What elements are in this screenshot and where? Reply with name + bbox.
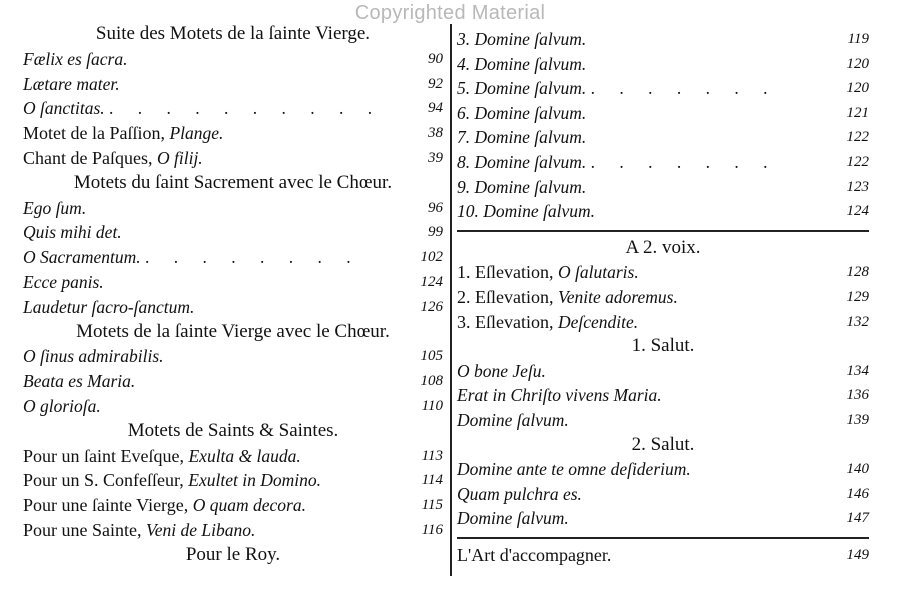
page-number: 147 [846,510,869,527]
entry-title: 5. Domine ſalvum. [457,78,587,99]
entry-title: Veni de Libano. [146,519,256,540]
page-number: 102 [420,249,443,266]
toc-entry [457,506,869,531]
toc-entry [23,518,443,543]
section-heading: Motets de la ſainte Vierge avec le Chœur. [76,320,390,342]
entry-title: O ſalutaris. [557,262,639,283]
page-number: 92 [428,75,443,92]
toc-entry [457,359,869,384]
entry-prefix: Motet de la Paſſion, [23,123,170,144]
entry-title: O glorioſa. [23,395,101,416]
page-number: 108 [420,373,443,390]
toc-entry [23,394,443,419]
page-number: 90 [428,50,443,67]
toc-entry [457,76,869,101]
entry-title: Quam pulchra es. [457,483,582,504]
section-heading: Suite des Motets de la ſainte Vierge. [95,23,371,44]
entry-title: Domine ſalvum. [457,409,569,430]
toc-entry [457,199,869,224]
page-number: 96 [428,199,443,216]
toc-entry [23,72,443,97]
entry-title: 9. Domine ſalvum. [457,176,587,197]
toc-entry [23,245,443,270]
entry-prefix: L'Art d'accompagner. [457,544,612,565]
page-number: 121 [846,104,869,121]
toc-entry [457,125,869,150]
section-heading: Pour le Roy. [185,543,281,565]
entry-title: Exulta & lauda. [188,445,301,466]
entry-title: Fælix es ſacra. [23,48,128,69]
entry-title: O ſanctitas. [23,98,105,119]
entry-title: Laudetur ſacro-ſanctum. [23,296,195,317]
horizontal-rule [457,230,869,232]
entry-title: 4. Domine ſalvum. [457,53,587,74]
page-number: 105 [420,348,443,365]
toc-entry [457,101,869,126]
toc-entry [457,175,869,200]
entry-prefix: Pour une Sainte, [23,519,146,540]
page-number: 146 [846,485,869,502]
toc-entry [23,344,443,369]
toc-entry [457,543,869,568]
entry-prefix: Pour une ſainte Vierge, [23,495,193,516]
page-number: 94 [428,100,443,117]
toc-entry [23,220,443,245]
entry-title: Venite adoremus. [557,286,678,307]
entry-title: 3. Domine ſalvum. [457,29,587,49]
section-heading: Motets du ſaint Sacrement avec le Chœur. [73,171,393,193]
page-number: 113 [421,447,443,464]
page-number: 140 [846,461,869,478]
entry-prefix: 1. Eſlevation, [457,262,558,283]
entry-title: Ecce panis. [23,271,104,292]
entry-title: 10. Domine ſalvum. [457,201,596,222]
page-number: 115 [421,497,443,514]
toc-entry [23,96,443,121]
toc-entry [23,295,443,320]
entry-title: Beata es Maria. [23,371,136,392]
toc-entry [23,369,443,394]
entry-title: Domine ſalvum. [457,508,569,529]
entry-title: 8. Domine ſalvum. [457,151,587,172]
toc-entry [457,310,869,335]
horizontal-rule [457,537,869,539]
right-column [457,27,869,567]
toc-entry [23,270,443,295]
page-number: 114 [421,472,443,489]
entry-title: Quis mihi det. [23,222,122,243]
entry-title: Exultet in Domino. [188,470,321,491]
toc-entry [457,52,869,77]
entry-title: O bone Jeſu. [457,360,546,381]
page-number: 124 [846,203,869,220]
page-number: 119 [847,31,869,47]
toc-entry [23,121,443,146]
section-heading: 2. Salut. [631,433,695,455]
entry-title: O Sacramentum. [23,247,141,268]
toc-entry [23,196,443,221]
toc-entry [23,493,443,518]
page-number: 129 [846,288,869,305]
entry-prefix: 3. Eſlevation, [457,311,558,332]
dot-leader: . . . . . . . [590,151,778,172]
entry-title: Plange. [169,123,224,144]
copyright-watermark: Copyrighted Material [354,2,546,24]
toc-entry [457,260,869,285]
page-number: 124 [420,273,443,290]
dot-leader: . . . . . . . [590,78,778,99]
entry-title: Ego ſum. [23,197,87,218]
page-number: 120 [846,55,869,72]
entry-prefix: 2. Eſlevation, [457,286,558,307]
left-column [23,22,443,568]
page-number: 132 [846,313,869,330]
page-number: 149 [846,546,869,563]
entry-title: O ſinus admirabilis. [23,346,164,367]
toc-entry [457,457,869,482]
entry-title: Lætare mater. [23,73,120,94]
column-divider [450,24,452,576]
page-number: 126 [420,298,443,315]
toc-entry [457,383,869,408]
toc-entry [23,444,443,469]
toc-entry [23,146,443,171]
page-number: 116 [421,521,443,538]
toc-entry [23,47,443,72]
section-heading: A 2. voix. [625,236,701,258]
toc-entry [457,285,869,310]
page-number: 128 [846,264,869,281]
section-heading: Motets de Saints & Saintes. [127,419,339,441]
dot-leader: . . . . . . . . . . [109,98,383,119]
toc-entry [457,150,869,175]
toc-entry [457,27,869,52]
page-number: 136 [846,387,869,404]
page-number: 123 [846,178,869,195]
page-number: 122 [846,153,869,170]
entry-prefix: Pour un S. Confeſſeur, [23,470,189,491]
entry-title: Deſcendite. [557,311,639,332]
entry-title: O quam decora. [192,495,306,516]
entry-title: Erat in Chriſto vivens Maria. [457,385,662,406]
dot-leader: . . . . . . . . [145,247,361,268]
page-number: 139 [846,411,869,428]
page-number: 99 [428,224,443,241]
page-number: 38 [428,125,443,142]
entry-title: O filij. [156,147,203,168]
entry-title: 7. Domine ſalvum. [457,127,587,148]
entry-title: Domine ante te omne deſiderium. [457,459,691,480]
page-number: 39 [428,149,443,166]
page-number: 134 [846,362,869,379]
page-number: 110 [421,397,443,414]
entry-prefix: Chant de Paſques, [23,147,157,168]
section-heading: 1. Salut. [631,335,695,357]
page-number: 120 [846,80,869,97]
entry-prefix: Pour un ſaint Eveſque, [23,445,189,466]
toc-entry [457,408,869,433]
page-number: 122 [846,129,869,146]
toc-entry [457,482,869,507]
toc-entry [23,468,443,493]
entry-title: 6. Domine ſalvum. [457,102,587,123]
